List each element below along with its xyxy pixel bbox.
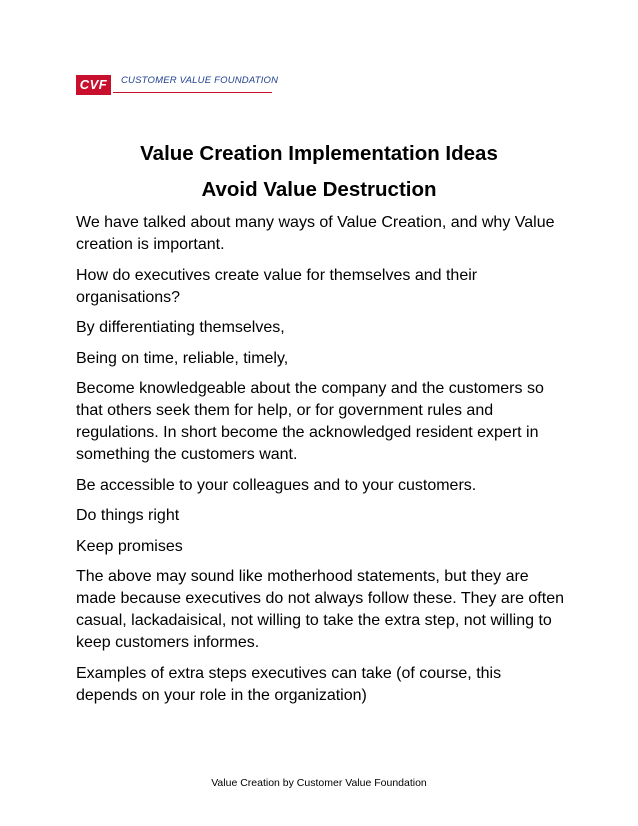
paragraph: Do things right	[76, 507, 180, 524]
page-footer: Value Creation by Customer Value Foundation	[211, 777, 427, 789]
document-title: Value Creation Implementation Ideas	[140, 142, 498, 165]
paragraph: Keep promises	[76, 537, 183, 555]
paragraph: Be accessible to your colleagues and to your customers.	[76, 476, 477, 494]
paragraph: By differentiating themselves,	[76, 319, 285, 336]
paragraph: Being on time, reliable, timely,	[76, 349, 289, 367]
logo-name: CUSTOMER VALUE FOUNDATION	[121, 75, 279, 86]
cvf-logo	[76, 73, 279, 97]
paragraph: Become knowledgeable about the company and the customers so that others seek them for help, or for government rules and regulations. In short become the acknowledged resident expert in something the customers want.	[76, 380, 544, 463]
paragraph: The above may sound like motherhood statements, but they are made because executives do not always follow these. They are often casual, lackadaisical, not willing to take the extra step, not willing to keep customers informes.	[76, 568, 564, 651]
logo-underline	[113, 92, 272, 93]
document-subtitle: Avoid Value Destruction	[201, 178, 437, 201]
paragraph: We have talked about many ways of Value Creation, and why Value creation is important.	[76, 214, 555, 253]
logo-abbrev: CVF	[76, 75, 111, 95]
document-body	[76, 212, 566, 715]
paragraph: How do executives create value for themselves and their organisations?	[76, 266, 478, 306]
paragraph: Examples of extra steps executives can take (of course, this depends on your role in the organization)	[76, 664, 502, 704]
